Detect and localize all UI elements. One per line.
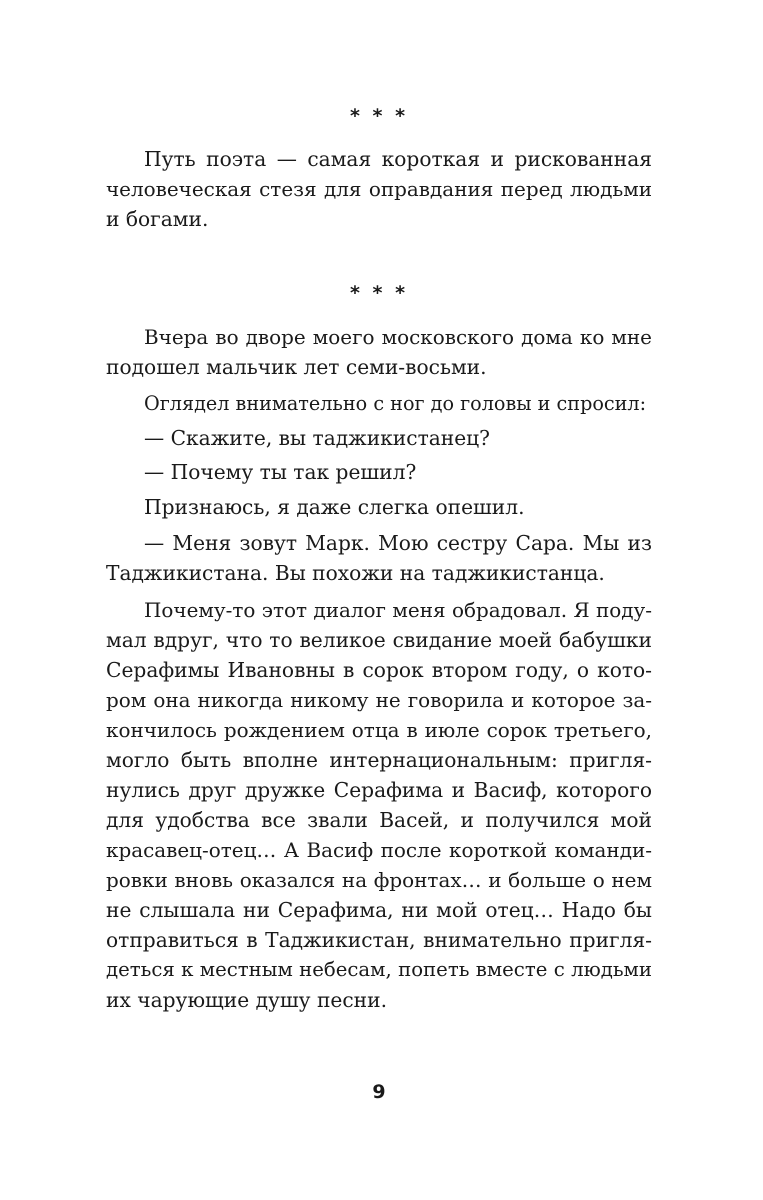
text-line: мал вдруг, что то великое свидание моей бабушки: [106, 628, 652, 652]
text-line: для удобства все звали Васей, и получился мой: [106, 808, 652, 832]
text-line: ром она никогда никому не говорила и которое за-: [106, 688, 652, 712]
text-line: их чарующие душу песни.: [106, 988, 388, 1012]
book-page: [106, 0, 652, 1200]
text-line: и богами.: [106, 207, 209, 231]
paragraph-main: [106, 595, 652, 1015]
text-line: Почему-то этот диалог меня обрадовал. Я поду-: [144, 598, 652, 622]
text-line: могло быть вполне интернациональным: пригля-: [106, 748, 652, 772]
text-line: Оглядел внимательно с ног до головы и спросил:: [144, 392, 647, 415]
text-line: Признаюсь, я даже слегка опешил.: [144, 495, 525, 519]
text-line: — Меня зовут Марк. Мою сестру Сара. Мы из: [144, 531, 652, 555]
section-separator: * * *: [349, 282, 409, 304]
paragraph-looked: [106, 389, 652, 419]
text-line: нулись друг дружке Серафима и Васиф, которого: [106, 778, 652, 802]
text-line: человеческая стезя для оправдания перед людьми: [106, 177, 652, 201]
paragraph-yesterday: [106, 322, 652, 382]
section-separator: * * *: [349, 105, 409, 127]
text-line: Серафимы Ивановны в сорок втором году, о кото-: [106, 658, 652, 682]
text-line: не слышала ни Серафима, ни мой отец… Надо бы: [106, 898, 652, 922]
paragraph-confess: [106, 492, 652, 522]
dialogue-line: [106, 528, 652, 588]
text-line: ровки вновь оказался на фронтах… и больше о нем: [106, 868, 652, 892]
text-line: — Почему ты так решил?: [144, 460, 417, 484]
text-line: — Скажите, вы таджикистанец?: [144, 426, 490, 450]
dialogue-line: [106, 423, 652, 453]
dialogue-line: [106, 457, 652, 487]
page-number: 9: [372, 1081, 386, 1103]
text-line: деться к местным небесам, попеть вместе с людьми: [106, 958, 652, 981]
text-line: Вчера во дворе моего московского дома ко мне: [144, 325, 652, 349]
text-line: Таджикистана. Вы похожи на таджикистанца.: [106, 561, 605, 585]
paragraph-poet-path: [106, 144, 652, 234]
text-line: красавец-отец… А Васиф после короткой команди-: [106, 838, 652, 862]
text-line: Путь поэта — самая короткая и рискованная: [144, 147, 652, 171]
text-line: отправиться в Таджикистан, внимательно пригля-: [106, 928, 652, 952]
text-line: подошел мальчик лет семи-восьми.: [106, 355, 487, 379]
text-line: кончилось рождением отца в июле сорок третьего,: [106, 718, 652, 742]
